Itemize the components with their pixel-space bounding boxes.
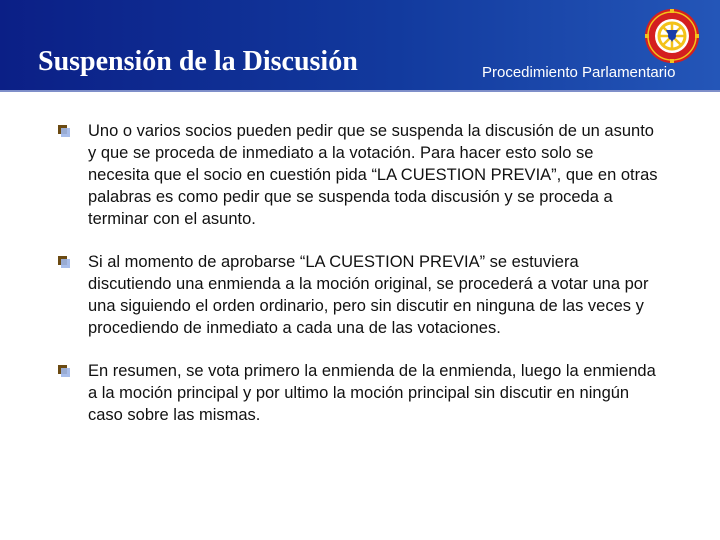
bullet-icon <box>58 256 72 270</box>
bullet-icon <box>58 365 72 379</box>
slide-subtitle: Procedimiento Parlamentario <box>482 64 676 81</box>
bullet-item <box>58 251 658 339</box>
bullet-text: Uno o varios socios pueden pedir que se suspenda la discusión de un asunto y que se proceda de inmediato a la votación. Para hacer esto solo se necesita que el socio en cuestión pida “LA CUESTION PREVIA”, que en otras palabras es como pedir que se suspenda toda discusión y se proceda a terminar con el asunto. <box>88 122 658 228</box>
bullet-text: Si al momento de aprobarse “LA CUESTION PREVIA” se estuviera discutiendo una enmienda a la moción original, se procederá a votar una por una siguiendo el orden ordinario, pero sin discutir en ninguna de las veces y procediendo de inmediato a cada una de las votaciones. <box>88 253 649 337</box>
rotary-emblem-logo <box>644 8 700 64</box>
header-divider <box>0 90 720 92</box>
bullet-item <box>58 120 658 230</box>
bullet-icon <box>58 125 72 139</box>
bullet-text: En resumen, se vota primero la enmienda de la enmienda, luego la enmienda a la moción principal y por ultimo la moción principal sin discutir en ningún caso sobre las mismas. <box>88 362 656 424</box>
slide-title: Suspensión de la Discusión <box>38 46 358 77</box>
bullet-item <box>58 360 658 426</box>
bullet-list <box>58 120 658 447</box>
